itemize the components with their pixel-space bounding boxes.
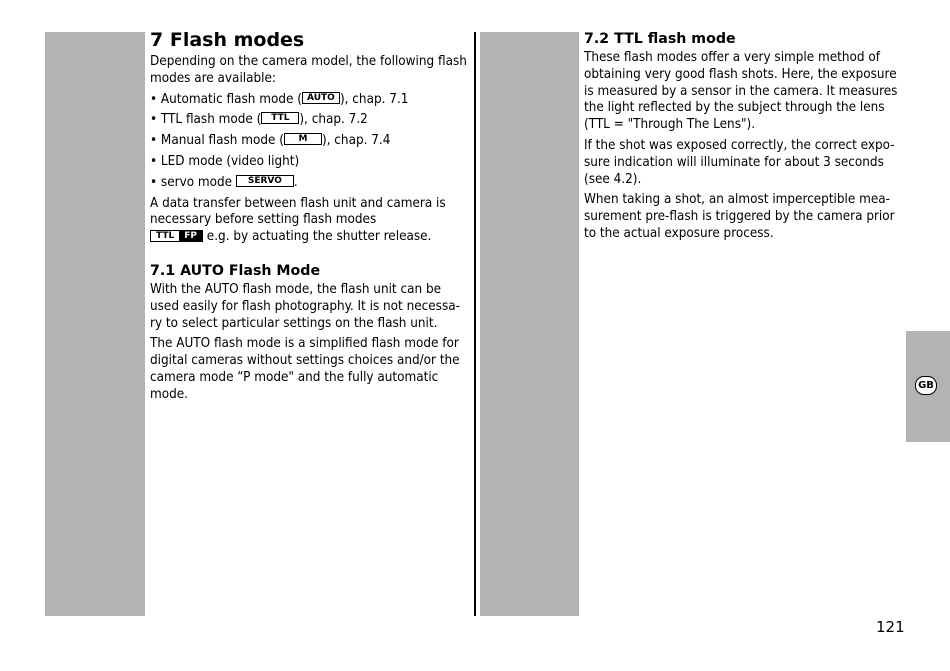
- auto-heading: 7.1 AUTO Flash Mode: [150, 262, 321, 279]
- list-item: [150, 92, 472, 109]
- list-item-text: • Manual flash mode (: [150, 133, 284, 149]
- mode-badge-auto: AUTO: [302, 92, 340, 104]
- list-item: [150, 175, 472, 192]
- ttl-fp-badge: [150, 230, 203, 242]
- ttl-paragraph-2: If the shot was exposed correctly, the correct expo-sure indication will illuminate for about 3 seconds (see 4.2).: [584, 137, 895, 187]
- transfer-note: [150, 196, 472, 246]
- right-column: [584, 28, 906, 247]
- page-number: 121: [876, 618, 905, 636]
- transfer-tail: e.g. by actuating the shutter release.: [202, 229, 432, 245]
- transfer-text: A data transfer between flash unit and camera is necessary before setting flash modes: [150, 195, 446, 228]
- list-item: [150, 154, 472, 171]
- language-badge: GB: [915, 376, 937, 395]
- list-item-tail: ), chap. 7.4: [321, 133, 391, 149]
- intro-text: Depending on the camera model, the following flash modes are available:: [150, 54, 467, 86]
- fp-badge-label: FP: [179, 231, 202, 241]
- list-item-text: • TTL flash mode (: [150, 112, 262, 128]
- ttl-badge-label: TTL: [156, 231, 175, 242]
- list-item: [150, 112, 472, 129]
- list-item-text: • Automatic flash mode (: [150, 91, 302, 107]
- mode-badge-ttl: TTL: [261, 112, 299, 124]
- ttl-paragraph-3: When taking a shot, an almost imperceptible mea-surement pre-flash is triggered by the camera prior to the actual exposure process.: [584, 192, 895, 241]
- list-item-tail: .: [293, 174, 298, 190]
- left-margin-bar: [45, 32, 145, 616]
- ttl-heading: 7.2 TTL flash mode: [584, 31, 736, 47]
- middle-margin-bar: [480, 32, 579, 616]
- list-item-text: • LED mode (video light): [150, 153, 300, 169]
- list-item: [150, 133, 472, 150]
- list-item-tail: ), chap. 7.2: [299, 112, 368, 128]
- list-item-text: • servo mode: [150, 174, 236, 190]
- auto-paragraph-1: With the AUTO flash mode, the flash unit can be used easily for flash photography. It is not necessa-ry to select particular settings on the flash unit.: [150, 281, 460, 331]
- mode-badge-servo: SERVO: [236, 175, 294, 187]
- ttl-paragraph-1: These flash modes offer a very simple method of obtaining very good flash shots. Here, the exposure is measured by a sensor in the camera. It measures the light reflected by the subject through the lens (TTL = "Through The Lens").: [584, 50, 898, 133]
- auto-paragraph-2: The AUTO flash mode is a simplified flash mode for digital cameras without settings choices and/or the camera mode “P mode" and the fully automatic mode.: [150, 336, 460, 402]
- mode-badge-manual: M: [284, 133, 322, 145]
- flash-mode-list: [150, 92, 472, 192]
- left-column: [150, 28, 472, 408]
- section-title: 7 Flash modes: [150, 29, 305, 51]
- list-item-tail: ), chap. 7.1: [339, 91, 409, 107]
- column-divider: [474, 32, 476, 616]
